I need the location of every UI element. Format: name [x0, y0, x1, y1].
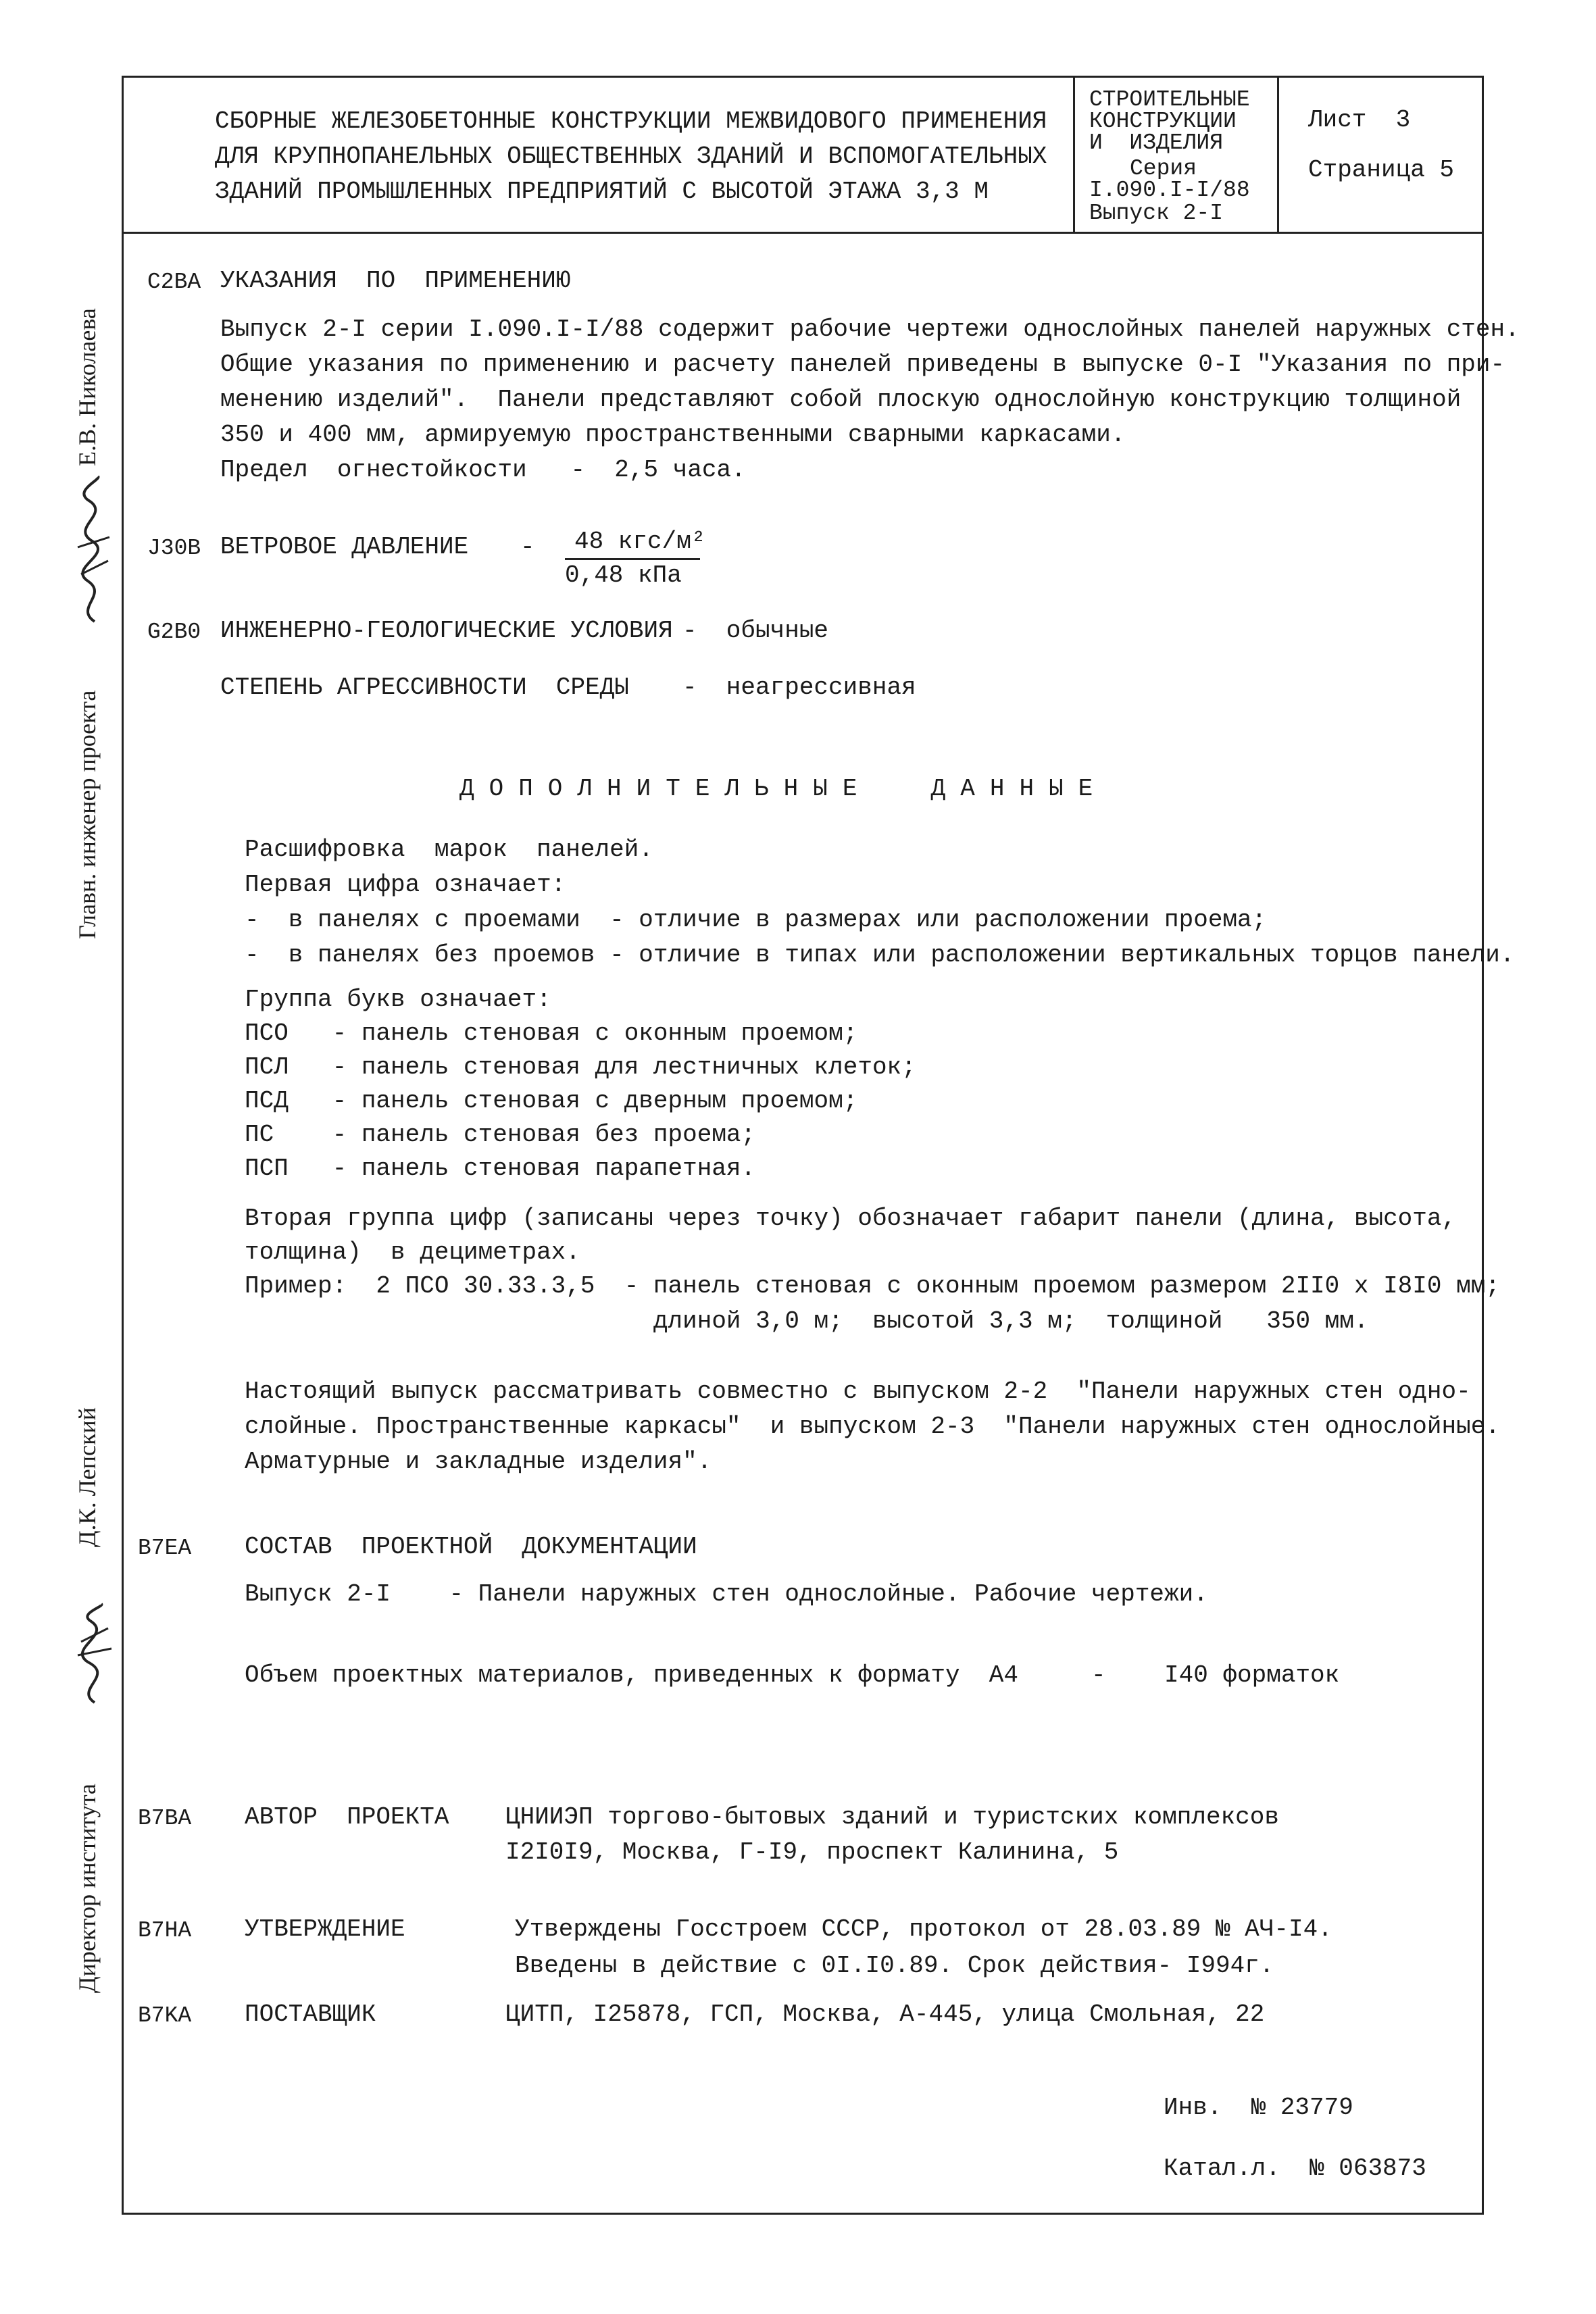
side-engineer-name: Е.В. Николаева — [74, 308, 101, 466]
series-line-1: СТРОИТЕЛЬНЫЕ — [1089, 87, 1250, 112]
section-code-geo: G2B0 — [147, 620, 201, 645]
side-engineer-label: Главн. инженер проекта — [74, 690, 101, 939]
header-title-line-2: ДЛЯ КРУПНОПАНЕЛЬНЫХ ОБЩЕСТВЕННЫХ ЗДАНИЙ И ВСПОМОГАТЕЛЬНЫХ — [215, 143, 1047, 170]
approval-line-2: Введены в действие с 0I.I0.89. Срок действия- I994г. — [515, 1952, 1274, 1980]
wind-dash: - — [520, 533, 535, 561]
section-code-documentation: B7EA — [138, 1536, 192, 1561]
wind-fraction-bar — [565, 558, 700, 560]
engineer-signature — [68, 473, 122, 628]
usage-line-2: Общие указания по применению и расчету панелей приведены в выпуске 0-I "Указания по при- — [220, 351, 1505, 378]
approval-line-1: Утверждены Госстроем СССР, протокол от 28.03.89 № АЧ-I4. — [515, 1915, 1332, 1943]
usage-line-3: менению изделий". Панели представляют собой плоскую однослойную конструкцию толщиной — [220, 386, 1462, 413]
header-divider-1 — [1073, 76, 1075, 234]
header-title-line-3: ЗДАНИЙ ПРОМЫШЛЕННЫХ ПРЕДПРИЯТИЙ С ВЫСОТОЙ ЭТАЖА 3,3 М — [215, 178, 989, 205]
geo-label-2: СТЕПЕНЬ АГРЕССИВНОСТИ СРЕДЫ — [220, 674, 629, 701]
usage-line-5: Предел огнестойкости - 2,5 часа. — [220, 456, 746, 484]
series-line-6: Выпуск 2-I — [1089, 201, 1224, 226]
author-line-1: ЦНИИЭП торгово-бытовых зданий и туристских комплексов — [505, 1803, 1279, 1831]
page-number: Страница 5 — [1308, 156, 1455, 184]
additional-line-2: Первая цифра означает: — [245, 871, 566, 899]
section-code-author: B7BA — [138, 1806, 192, 1831]
sheet-number: Лист 3 — [1308, 106, 1411, 134]
header-divider-2 — [1277, 76, 1279, 234]
additional-line-3: - в панелях с проемами - отличие в размерах или расположении проема; — [245, 906, 1267, 934]
additional-line-8: ПСД - панель стеновая с дверным проемом; — [245, 1087, 858, 1115]
wind-title: ВЕТРОВОЕ ДАВЛЕНИЕ — [220, 533, 469, 561]
additional-heading: ДОПОЛНИТЕЛЬНЫЕ ДАННЫЕ — [459, 775, 1108, 803]
additional-line-1: Расшифровка марок панелей. — [245, 836, 653, 863]
geo-value-2: - неагрессивная — [682, 674, 916, 701]
usage-line-1: Выпуск 2-I серии I.090.I-I/88 содержит рабочие чертежи однослойных панелей наружных стен. — [220, 316, 1520, 343]
additional-line-14: длиной 3,0 м; высотой 3,3 м; толщиной 350 мм. — [245, 1307, 1369, 1335]
additional-line-4: - в панелях без проемов - отличие в типах или расположении вертикальных торцов панели. — [245, 941, 1515, 969]
author-line-2: I2I0I9, Москва, Г-I9, проспект Калинина, 5 — [505, 1838, 1119, 1866]
catalog-number: Катал.л. № 063873 — [1164, 2155, 1426, 2182]
section-code-usage: C2BA — [147, 270, 201, 295]
section-code-approval: B7HA — [138, 1918, 192, 1943]
geo-label-1: ИНЖЕНЕРНО-ГЕОЛОГИЧЕСКИЕ УСЛОВИЯ — [220, 617, 673, 645]
series-line-4: Серия — [1130, 156, 1197, 181]
side-director-name: Д.К. Лепский — [74, 1407, 101, 1547]
documentation-title: СОСТАВ ПРОЕКТНОЙ ДОКУМЕНТАЦИИ — [245, 1533, 697, 1561]
usage-title: УКАЗАНИЯ ПО ПРИМЕНЕНИЮ — [220, 267, 571, 295]
header-title-line-1: СБОРНЫЕ ЖЕЛЕЗОБЕТОННЫЕ КОНСТРУКЦИИ МЕЖВИДОВОГО ПРИМЕНЕНИЯ — [215, 107, 1047, 135]
additional-line-12: толщина) в дециметрах. — [245, 1238, 580, 1266]
series-line-5: I.090.I-I/88 — [1089, 178, 1250, 203]
supplier-line: ЦИТП, I25878, ГСП, Москва, А-445, улица Смольная, 22 — [505, 2001, 1265, 2028]
note-line-3: Арматурные и закладные изделия". — [245, 1448, 712, 1476]
side-director-label: Директор института — [74, 1784, 101, 1993]
director-signature — [68, 1601, 122, 1709]
series-line-3: И ИЗДЕЛИЯ — [1089, 130, 1224, 155]
supplier-title: ПОСТАВЩИК — [245, 2001, 376, 2028]
geo-value-1: - обычные — [682, 617, 829, 645]
wind-denominator: 0,48 кПа — [565, 561, 682, 589]
section-code-wind: J30B — [147, 536, 201, 561]
documentation-line-2: Объем проектных материалов, приведенных к формату А4 - I40 форматок — [245, 1661, 1340, 1689]
additional-line-9: ПС - панель стеновая без проема; — [245, 1121, 756, 1149]
wind-numerator: 48 кгс/м² — [574, 528, 706, 555]
note-line-1: Настоящий выпуск рассматривать совместно с выпуском 2-2 "Панели наружных стен одно- — [245, 1378, 1471, 1405]
note-line-2: слойные. Пространственные каркасы" и выпуском 2-3 "Панели наружных стен однослойные. — [245, 1413, 1500, 1440]
inventory-number: Инв. № 23779 — [1164, 2094, 1353, 2121]
additional-line-10: ПСП - панель стеновая парапетная. — [245, 1155, 756, 1182]
additional-line-6: ПСО - панель стеновая с оконным проемом; — [245, 1020, 858, 1047]
section-code-supplier: B7KA — [138, 2003, 192, 2028]
additional-line-5: Группа букв означает: — [245, 986, 551, 1013]
approval-title: УТВЕРЖДЕНИЕ — [245, 1915, 405, 1943]
series-line-2: КОНСТРУКЦИИ — [1089, 109, 1237, 134]
documentation-line-1: Выпуск 2-I - Панели наружных стен однослойные. Рабочие чертежи. — [245, 1580, 1208, 1608]
usage-line-4: 350 и 400 мм, армируемую пространственными сварными каркасами. — [220, 421, 1126, 449]
author-title: АВТОР ПРОЕКТА — [245, 1803, 449, 1831]
additional-line-13: Пример: 2 ПСО 30.33.3,5 - панель стеновая с оконным проемом размером 2II0 х I8I0 мм; — [245, 1272, 1500, 1300]
additional-line-11: Вторая группа цифр (записаны через точку) обозначает габарит панели (длина, высота, — [245, 1205, 1457, 1232]
additional-line-7: ПСЛ - панель стеновая для лестничных клеток; — [245, 1053, 916, 1081]
